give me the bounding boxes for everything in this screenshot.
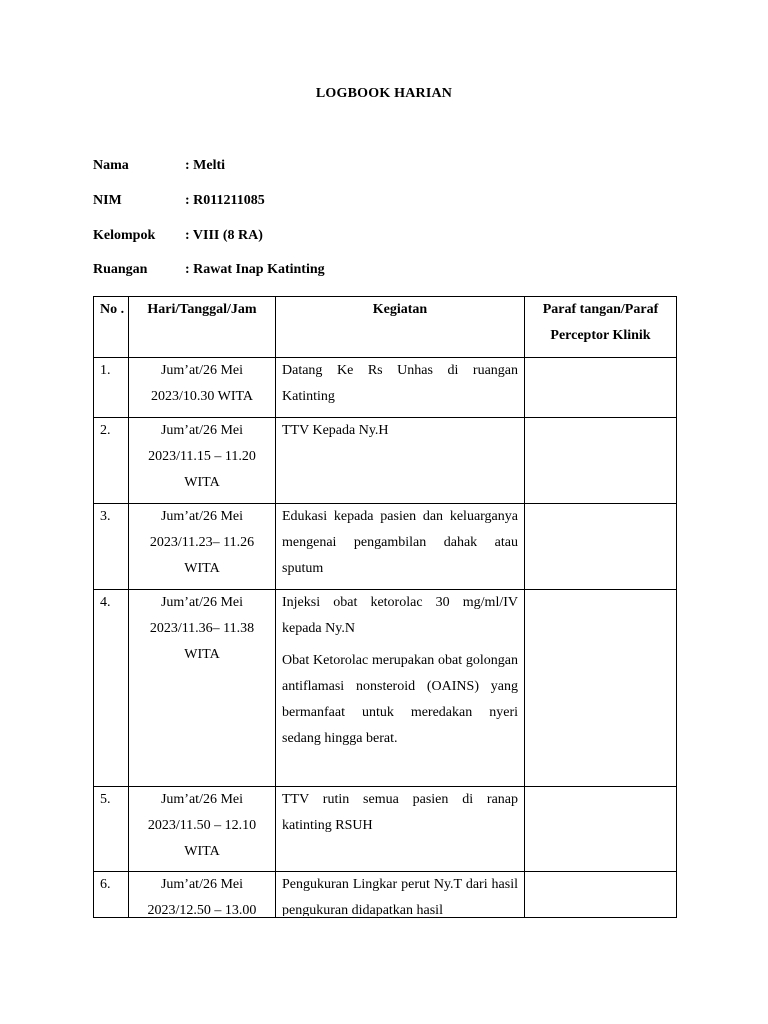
- row-signature: [525, 418, 677, 504]
- page-title: LOGBOOK HARIAN: [315, 86, 453, 101]
- row-date-text: Jum’at/26 Mei 2023/12.50 – 13.00: [147, 877, 257, 916]
- row-number: 6.: [94, 872, 129, 918]
- info-value: : VIII (8 RA): [185, 228, 263, 243]
- row-date: [129, 872, 276, 918]
- row-activity: [276, 787, 525, 872]
- row-number: 1.: [94, 358, 129, 418]
- activity-text: Injeksi obat ketorolac 30 mg/ml/IV kepada Ny.N: [282, 595, 518, 636]
- header-no: No .: [94, 297, 129, 358]
- logbook-table: [93, 296, 677, 918]
- row-number: 5.: [94, 787, 129, 872]
- row-signature: [525, 504, 677, 590]
- info-value: : Melti: [185, 158, 226, 173]
- row-date: Jum’at/26 Mei 2023/10.30 WITA: [129, 358, 276, 418]
- table-header-row: [94, 297, 677, 358]
- activity-text: Obat Ketorolac merupakan obat golongan antiflamasi nonsteroid (OAINS) yang bermanfaat untuk meredakan nyeri sedang hingga berat.: [282, 653, 518, 746]
- table-row: [94, 358, 677, 418]
- row-number: 2.: [94, 418, 129, 504]
- activity-text: TTV Kepada Ny.H: [282, 423, 389, 438]
- info-label: Kelompok: [93, 228, 156, 243]
- table-row: [94, 504, 677, 590]
- row-activity: [276, 872, 525, 918]
- row-activity: [276, 358, 525, 418]
- row-activity: [276, 504, 525, 590]
- header-signature: Paraf tangan/Paraf Perceptor Klinik: [525, 297, 677, 358]
- info-label: NIM: [93, 193, 122, 208]
- row-date: Jum’at/26 Mei 2023/11.36– 11.38 WITA: [129, 590, 276, 787]
- row-signature: [525, 358, 677, 418]
- row-number: 4.: [94, 590, 129, 787]
- activity-text: Datang Ke Rs Unhas di ruangan Katinting: [282, 363, 518, 404]
- info-value: : Rawat Inap Katinting: [185, 262, 325, 277]
- row-activity: [276, 418, 525, 504]
- info-value: : R011211085: [185, 193, 265, 208]
- activity-text: Edukasi kepada pasien dan keluarganya mengenai pengambilan dahak atau sputum: [282, 509, 518, 576]
- header-date: Hari/Tanggal/Jam: [129, 297, 276, 358]
- table-row: [94, 872, 677, 918]
- row-date: Jum’at/26 Mei 2023/11.15 – 11.20 WITA: [129, 418, 276, 504]
- table-row: [94, 590, 677, 787]
- header-activity: Kegiatan: [276, 297, 525, 358]
- table-row: [94, 787, 677, 872]
- row-number: 3.: [94, 504, 129, 590]
- activity-text: TTV rutin semua pasien di ranap katinting RSUH: [282, 792, 518, 833]
- row-activity: [276, 590, 525, 787]
- table-row: [94, 418, 677, 504]
- row-signature: [525, 787, 677, 872]
- row-date: Jum’at/26 Mei 2023/11.23– 11.26 WITA: [129, 504, 276, 590]
- row-date: Jum’at/26 Mei 2023/11.50 – 12.10 WITA: [129, 787, 276, 872]
- row-signature: [525, 590, 677, 787]
- activity-text: Pengukuran Lingkar perut Ny.T dari hasil pengukuran didapatkan hasil: [282, 877, 518, 916]
- info-label: Ruangan: [93, 262, 148, 277]
- info-label: Nama: [93, 158, 129, 173]
- row-signature: [525, 872, 677, 918]
